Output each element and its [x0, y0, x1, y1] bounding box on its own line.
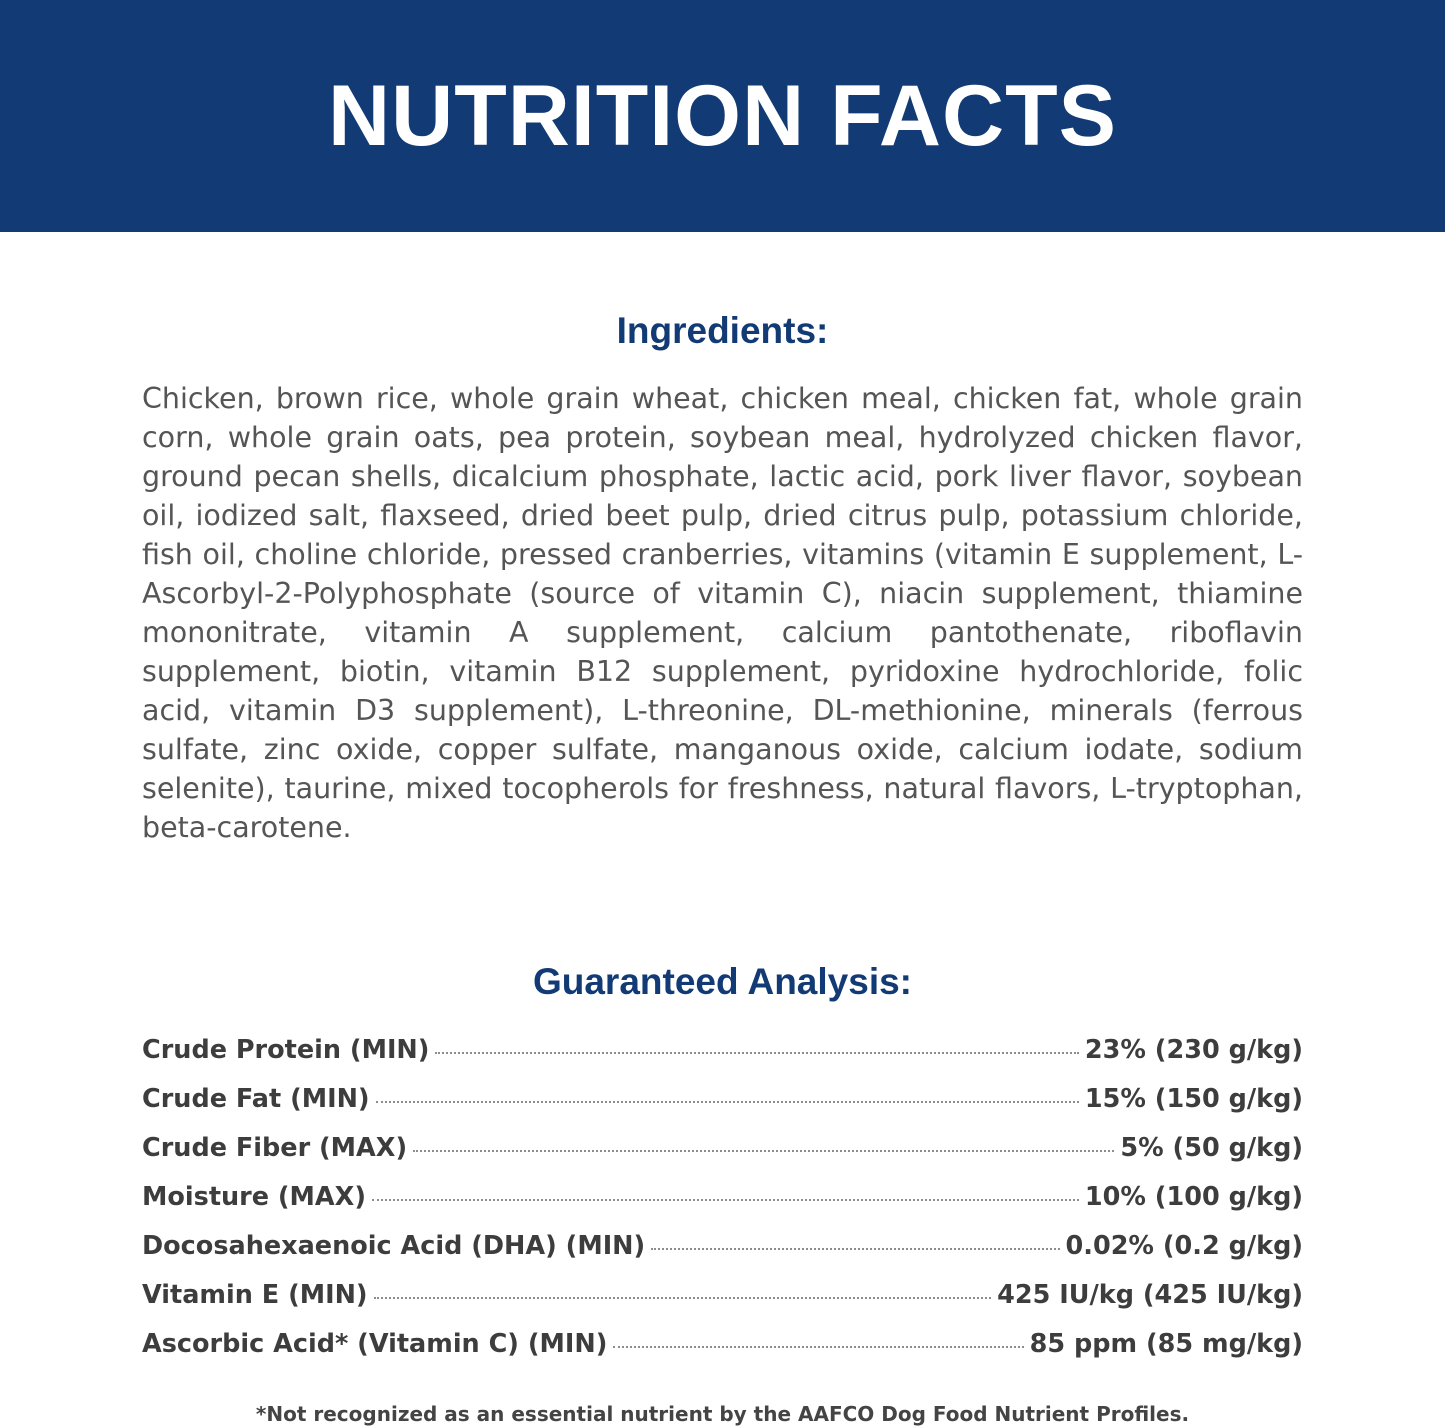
- analysis-row-label: Crude Protein (MIN): [142, 1034, 430, 1065]
- analysis-row: [142, 1231, 1303, 1280]
- analysis-row-value: 0.02% (0.2 g/kg): [1065, 1230, 1303, 1261]
- dot-leader: [413, 1150, 1114, 1152]
- analysis-row-label: Docosahexaenoic Acid (DHA) (MIN): [142, 1230, 646, 1261]
- analysis-row-value: 23% (230 g/kg): [1084, 1034, 1303, 1065]
- ingredients-text: Chicken, brown rice, whole grain wheat, chicken meal, chicken fat, whole grain corn, whole grain oats, pea protein, soybean meal, hydrolyzed chicken flavor, ground pecan shells, dicalcium phosphate, lactic acid, pork liver flavor, soybean oil, iodized salt, flaxseed, dried beet pulp, dried citrus pulp, potassium chloride, fish oil, choline chloride, pressed cranberries, vitamins (vitamin E supplement, L-Ascorbyl-2-Polyphosphate (source of vitamin C), niacin supplement, thiamine mononitrate, vitamin A supplement, calcium pantothenate, riboflavin supplement, biotin, vitamin B12 supplement, pyridoxine hydrochloride, folic acid, vitamin D3 supplement), L-threonine, DL-methionine, minerals (ferrous sulfate, zinc oxide, copper sulfate, manganous oxide, calcium iodate, sodium selenite), taurine, mixed tocopherols for freshness, natural flavors, L-tryptophan, beta-carotene.: [142, 382, 1303, 844]
- analysis-row-label: Crude Fiber (MAX): [142, 1132, 408, 1163]
- guaranteed-analysis-list: [142, 1035, 1303, 1378]
- analysis-row-value: 10% (100 g/kg): [1084, 1181, 1303, 1212]
- analysis-row-value: 15% (150 g/kg): [1084, 1083, 1303, 1114]
- header-band: [0, 0, 1445, 232]
- dot-leader: [372, 1199, 1079, 1201]
- dot-leader: [376, 1101, 1079, 1103]
- page-title: NUTRITION FACTS: [328, 68, 1117, 164]
- analysis-row: [142, 1182, 1303, 1231]
- content-area: [0, 232, 1445, 1426]
- analysis-row-value: 85 ppm (85 mg/kg): [1029, 1328, 1303, 1359]
- analysis-row-label: Crude Fat (MIN): [142, 1083, 370, 1114]
- analysis-row: [142, 1280, 1303, 1329]
- guaranteed-analysis-heading: Guaranteed Analysis:: [532, 960, 913, 1002]
- dot-leader: [651, 1248, 1059, 1250]
- analysis-row-value: 425 IU/kg (425 IU/kg): [997, 1279, 1303, 1310]
- dot-leader: [374, 1297, 992, 1299]
- analysis-row: [142, 1133, 1303, 1182]
- dot-leader: [613, 1346, 1023, 1348]
- analysis-row-value: 5% (50 g/kg): [1120, 1132, 1303, 1163]
- footnote: *Not recognized as an essential nutrient by the AAFCO Dog Food Nutrient Profiles.: [255, 1401, 1190, 1426]
- analysis-row-label: Ascorbic Acid* (Vitamin C) (MIN): [142, 1328, 608, 1359]
- analysis-row-label: Moisture (MAX): [142, 1181, 366, 1212]
- ingredients-heading: Ingredients:: [616, 310, 829, 351]
- analysis-row: [142, 1035, 1303, 1084]
- analysis-row-label: Vitamin E (MIN): [142, 1279, 368, 1310]
- analysis-row: [142, 1084, 1303, 1133]
- analysis-row: [142, 1329, 1303, 1378]
- dot-leader: [435, 1052, 1078, 1054]
